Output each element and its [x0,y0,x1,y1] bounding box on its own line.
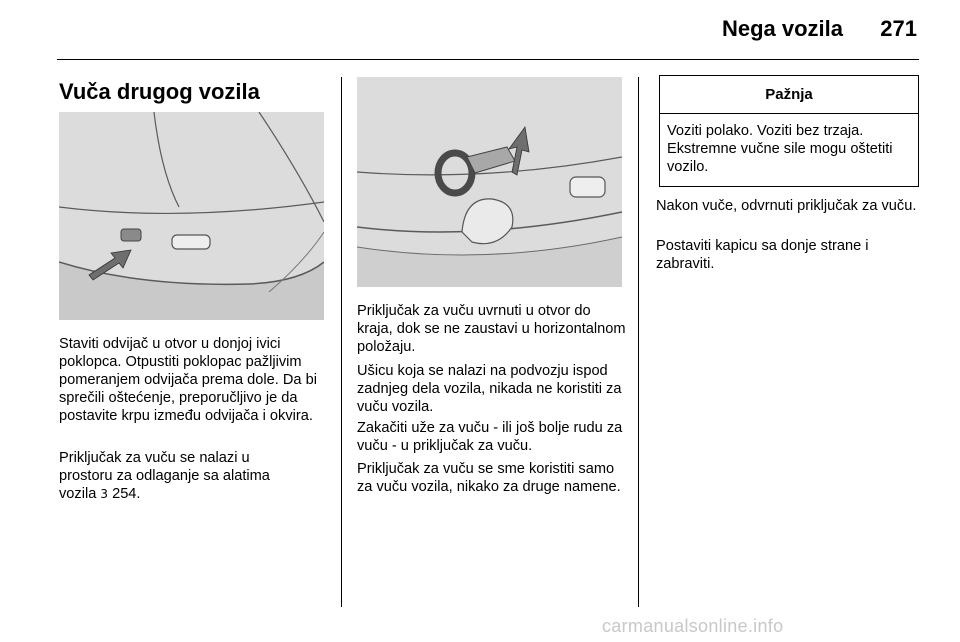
paragraph-4: Ušicu koja se nalazi na podvozju ispod zadnjeg dela vozila, nikada ne koristiti za vuču vozila. [357,363,622,415]
paragraph-8: Postaviti kapicu sa donje strane i zabraviti. [656,238,869,272]
page-header [0,0,960,60]
figure-bumper-cover [59,112,324,320]
figure-tow-eye [357,77,622,287]
paragraph-6: Priključak za vuču se sme koristiti samo za vuču vozila, nikako za druge namene. [357,461,621,495]
page-reference-icon: 3 [100,487,109,501]
paragraph-2: Priključak za vuču se nalazi u prostoru za odlaganje sa alatima vozila 3 254. [59,450,270,502]
column-divider-2 [638,77,639,607]
bumper-illustration [59,112,324,320]
header-divider [57,59,919,60]
watermark: carmanualsonline.info [602,616,784,636]
paragraph-5: Zakačiti uže za vuču - ili još bolje rudu za vuču - u priključak za vuču. [357,420,623,454]
paragraph-1: Staviti odvijač u otvor u donjoj ivici poklopca. Otpustiti poklopac pažljivim pomeranjem odvijača prema dole. Da bi sprečili oštećenje, preporučljivo je da postavite krpu između odvijača i okvira. [59,336,317,424]
page-number: 271 [880,16,917,41]
tow-eye-illustration [357,77,622,287]
section-title: Vuča drugog vozila [59,79,260,104]
caution-title: Pažnja [660,76,918,114]
paragraph-7: Nakon vuče, odvrnuti priključak za vuču. [656,198,917,214]
caution-box [659,75,919,187]
paragraph-3: Priključak za vuču uvrnuti u otvor do kraja, dok se ne zaustavi u horizontalnom položaju. [357,303,626,355]
chapter-title: Nega vozila [721,16,843,41]
page-reference: 254. [112,486,141,502]
column-divider-1 [341,77,342,607]
caution-text: Voziti polako. Voziti bez trzaja. Ekstremne vučne sile mogu oštetiti vozilo. [667,123,893,175]
